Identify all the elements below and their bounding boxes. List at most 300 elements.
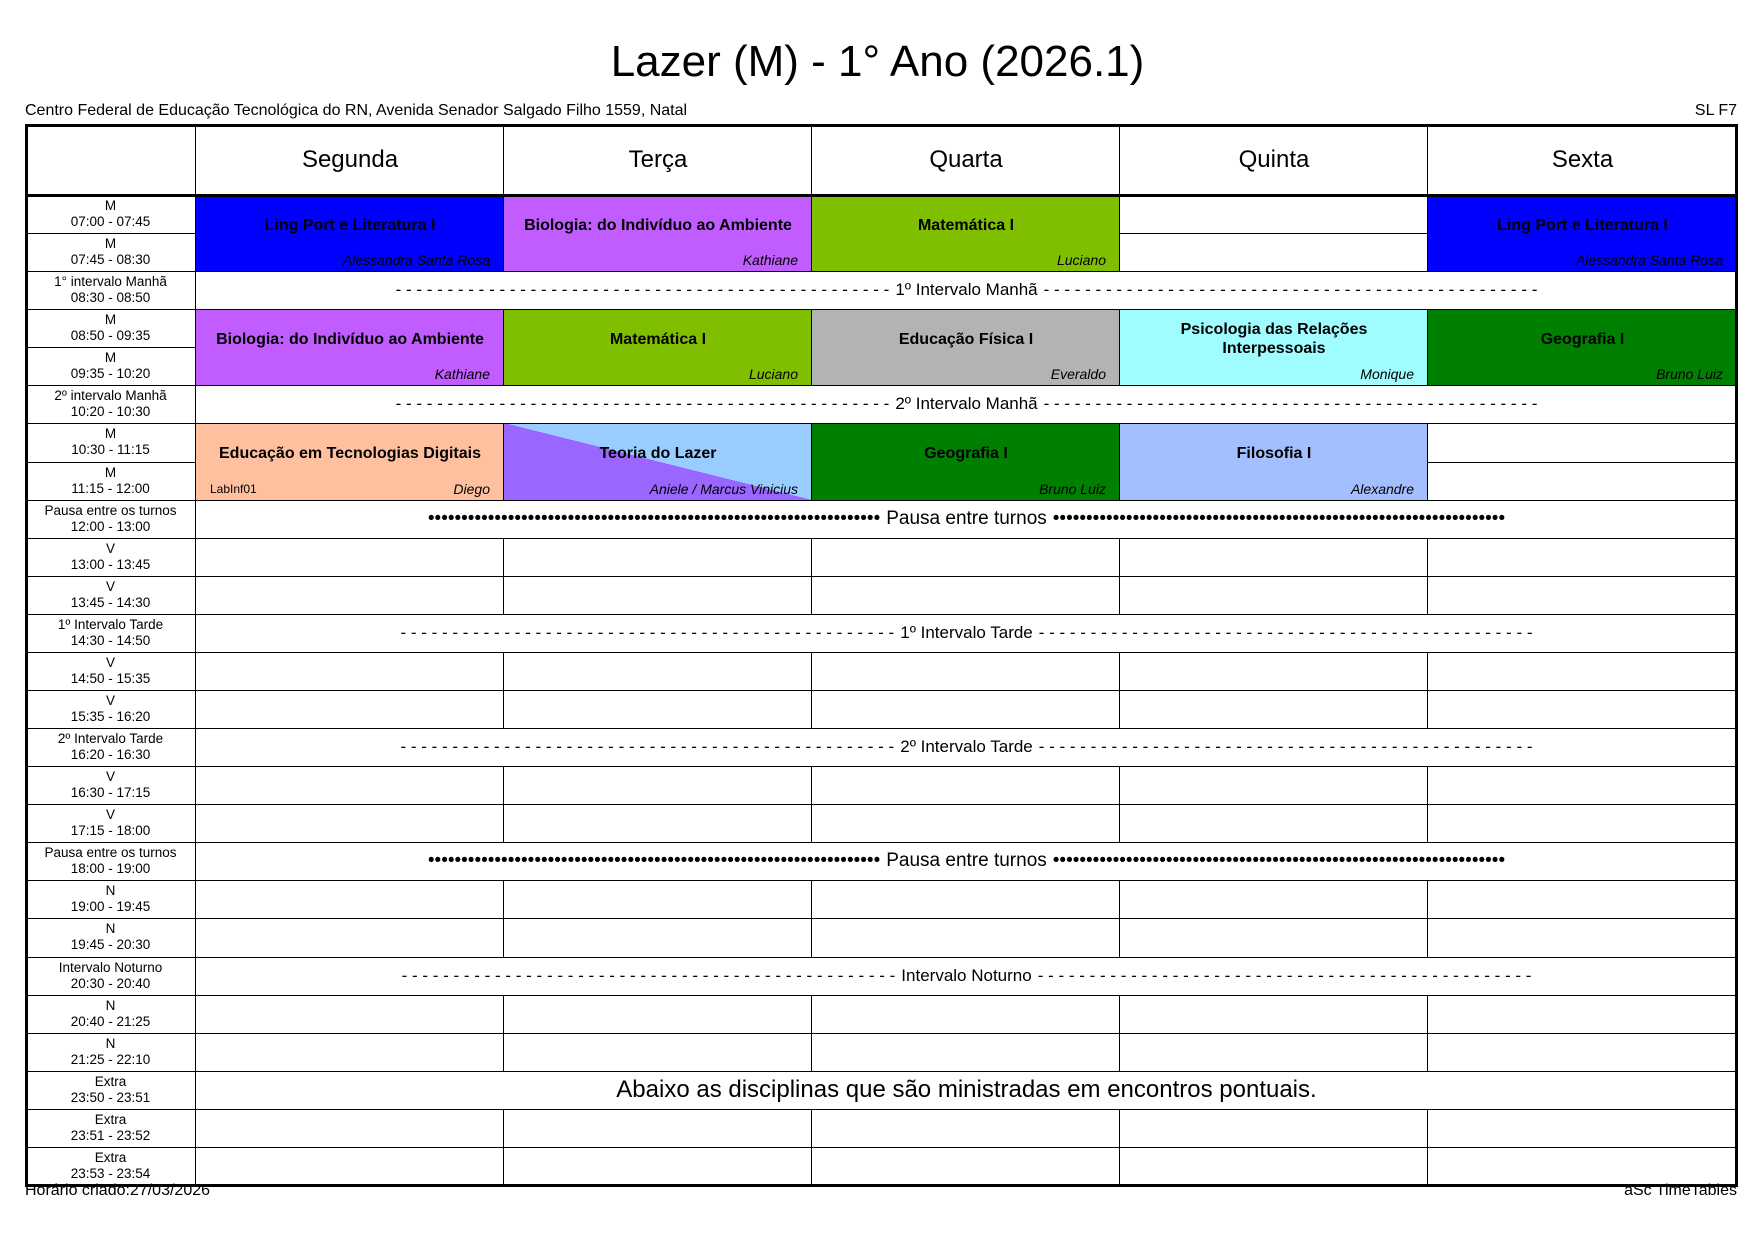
period-time: 10:30 - 11:15: [71, 442, 150, 458]
grid-line: [812, 1071, 1120, 1072]
grid-line: [1120, 957, 1428, 958]
grid-line: [25, 842, 196, 843]
grid-line: [504, 957, 812, 958]
grid-line: [503, 690, 504, 728]
grid-line: [196, 728, 504, 729]
grid-line: [811, 690, 812, 728]
created-date: Horário criado:27/03/2026: [25, 1182, 211, 1199]
grid-line: [811, 309, 812, 347]
grid-line: [1119, 309, 1120, 347]
period-time: 12:00 - 13:00: [70, 518, 151, 534]
band-filler-right: ••••••••••••••••••••••••••••••••••••••••••••••••••••••••••••••••••••: [1052, 507, 1506, 529]
period-label: M: [104, 312, 117, 328]
grid-line: [1428, 957, 1737, 958]
grid-line: [1119, 918, 1120, 956]
grid-line: [196, 652, 504, 653]
grid-line: [503, 309, 504, 347]
time-label: [25, 995, 196, 1033]
grid-line: [25, 1184, 1737, 1187]
room-code: SL F7: [1694, 102, 1737, 119]
period-time: 09:35 - 10:20: [70, 366, 151, 382]
grid-line: [1120, 1033, 1428, 1034]
time-label: [25, 309, 196, 347]
grid-line: [503, 124, 504, 195]
grid-line: [1119, 124, 1120, 195]
grid-line: [1119, 423, 1120, 461]
grid-line: [1428, 538, 1737, 539]
grid-line: [812, 766, 1120, 767]
teacher-name: Bruno Luiz: [1039, 480, 1106, 497]
grid-line: [812, 1033, 1120, 1034]
grid-line: [1428, 1033, 1737, 1034]
grid-line: [1119, 880, 1120, 918]
grid-line: [811, 1109, 812, 1147]
period-label: V: [105, 654, 115, 670]
grid-line: [196, 804, 504, 805]
grid-line: [1428, 842, 1737, 843]
subject-name: Geografia I: [1540, 330, 1625, 348]
grid-line: [812, 652, 1120, 653]
grid-line: [1428, 804, 1737, 805]
grid-line: [196, 1071, 504, 1072]
period-time: 23:53 - 23:54: [70, 1165, 151, 1181]
grid-line: [503, 918, 504, 956]
period-time: 08:30 - 08:50: [70, 290, 151, 306]
grid-line: [811, 918, 812, 956]
period-time: 07:45 - 08:30: [70, 252, 151, 268]
grid-line: [196, 690, 504, 691]
grid-line: [811, 995, 812, 1033]
page-title: Lazer (M) - 1° Ano (2026.1): [610, 37, 1145, 86]
teacher-name: Alexandre: [1350, 480, 1414, 497]
grid-line: [25, 462, 196, 463]
grid-line: [504, 1109, 812, 1110]
grid-line: [1119, 995, 1120, 1033]
band-label: Intervalo Noturno: [901, 965, 1032, 985]
teacher-name: Monique: [1360, 366, 1414, 383]
period-label: Intervalo Noturno: [58, 959, 163, 975]
grid-line: [503, 576, 504, 614]
subject-name: Ling Port e Literatura I: [1497, 216, 1668, 234]
lesson-cell[interactable]: [1120, 423, 1428, 499]
grid-line: [1120, 918, 1428, 919]
period-label: Pausa entre os turnos: [44, 845, 177, 861]
teacher-name: Luciano: [1056, 252, 1106, 269]
time-label: [25, 918, 196, 956]
grid-line: [1120, 995, 1428, 996]
grid-line: [1428, 576, 1737, 577]
grid-line: [811, 462, 812, 500]
day-header: Quinta: [1238, 145, 1310, 173]
interval-band: [196, 385, 1737, 423]
grid-line: [811, 124, 812, 195]
interval-band: [196, 614, 1737, 652]
grid-line: [812, 804, 1120, 805]
grid-line: [196, 1033, 504, 1034]
period-label: 2º intervalo Manhã: [54, 388, 167, 404]
grid-line: [504, 576, 812, 577]
grid-line: [812, 957, 1120, 958]
band-filler-left: - - - - - - - - - - - - - - - - - - - - - - - - - - - - - - - - - - - - - - - - - - - - - - - -: [400, 622, 895, 642]
period-time: 21:25 - 22:10: [70, 1051, 151, 1067]
day-header: Terça: [628, 145, 688, 173]
grid-line: [503, 538, 504, 576]
period-label: M: [104, 426, 117, 442]
grid-line: [1427, 309, 1428, 347]
lesson-cell[interactable]: [196, 309, 504, 385]
period-label: Pausa entre os turnos: [44, 502, 177, 518]
grid-line: [812, 309, 1120, 310]
grid-line: [812, 614, 1120, 615]
grid-line: [25, 423, 196, 424]
grid-line: [812, 1109, 1120, 1110]
subject-name: Matemática I: [917, 216, 1015, 234]
grid-line: [1120, 690, 1428, 691]
grid-line: [1428, 1147, 1737, 1148]
subject-name: Biologia: do Indivíduo ao Ambiente: [524, 216, 792, 234]
time-label: [25, 690, 196, 728]
grid-line: [811, 880, 812, 918]
grid-line: [25, 385, 196, 386]
grid-line: [812, 271, 1120, 272]
grid-line: [1428, 462, 1737, 463]
grid-line: [1427, 766, 1428, 804]
period-label: V: [105, 807, 115, 823]
teacher-name: Alessandra Santa Rosa: [342, 252, 490, 269]
period-label: N: [105, 997, 116, 1013]
grid-line: [503, 1109, 504, 1147]
time-label: [25, 271, 196, 309]
grid-line: [25, 1033, 196, 1034]
lesson-cell[interactable]: [1428, 309, 1737, 385]
grid-line: [25, 690, 196, 691]
grid-line: [1428, 766, 1737, 767]
grid-line: [812, 576, 1120, 577]
band-label: 2º Intervalo Tarde: [900, 737, 1033, 757]
period-label: 1º Intervalo Tarde: [57, 616, 164, 632]
day-header: Quarta: [929, 145, 1003, 173]
grid-line: [1120, 880, 1428, 881]
grid-line: [1120, 233, 1428, 234]
period-label: V: [105, 540, 115, 556]
grid-line: [1120, 652, 1428, 653]
grid-line: [503, 423, 504, 461]
grid-line: [196, 423, 504, 424]
grid-line: [1428, 995, 1737, 996]
lesson-cell[interactable]: [504, 195, 812, 271]
time-label: [25, 347, 196, 385]
grid-line: [503, 766, 504, 804]
time-label: [25, 576, 196, 614]
interval-band: [196, 957, 1737, 995]
time-label: [25, 1109, 196, 1147]
period-label: N: [105, 921, 116, 937]
grid-line: [503, 195, 504, 233]
grid-line: [504, 500, 812, 501]
grid-line: [504, 385, 812, 386]
band-filler-right: - - - - - - - - - - - - - - - - - - - - - - - - - - - - - - - - - - - - - - - - - - - - - - - -: [1038, 622, 1533, 642]
grid-line: [503, 1033, 504, 1071]
teacher-name: Bruno Luiz: [1656, 366, 1723, 383]
period-time: 19:00 - 19:45: [70, 899, 151, 915]
grid-line: [1119, 233, 1120, 271]
grid-line: [1428, 918, 1737, 919]
grid-line: [195, 124, 196, 1185]
teacher-name: Kathiane: [742, 252, 798, 269]
grid-line: [811, 804, 812, 842]
grid-line: [196, 309, 504, 310]
grid-line: [1119, 766, 1120, 804]
time-label: [25, 462, 196, 500]
lesson-cell[interactable]: [504, 423, 812, 499]
grid-line: [1427, 195, 1428, 233]
grid-line: [1427, 652, 1428, 690]
grid-line: [25, 194, 1737, 197]
grid-line: [812, 728, 1120, 729]
grid-line: [25, 500, 196, 501]
grid-line: [504, 880, 812, 881]
band-label: Pausa entre turnos: [886, 850, 1047, 872]
grid-line: [25, 538, 196, 539]
time-label: [25, 1033, 196, 1071]
grid-line: [25, 309, 196, 310]
grid-line: [1120, 576, 1428, 577]
period-time: 16:30 - 17:15: [70, 785, 151, 801]
grid-line: [1427, 462, 1428, 500]
lesson-cell[interactable]: [812, 195, 1120, 271]
period-time: 20:30 - 20:40: [70, 975, 151, 991]
subject-name: Educação em Tecnologias Digitais: [219, 445, 481, 463]
subject-name: Educação Física I: [898, 330, 1034, 348]
grid-line: [1119, 652, 1120, 690]
band-label: 2º Intervalo Manhã: [895, 394, 1038, 414]
grid-line: [504, 614, 812, 615]
grid-line: [1427, 1109, 1428, 1147]
grid-line: [1428, 690, 1737, 691]
grid-line: [811, 195, 812, 233]
band-filler-right: - - - - - - - - - - - - - - - - - - - - - - - - - - - - - - - - - - - - - - - - - - - - - - - -: [1037, 965, 1532, 985]
period-label: Extra: [94, 1111, 127, 1127]
grid-line: [1427, 124, 1428, 195]
grid-line: [1427, 538, 1428, 576]
period-label: 1° intervalo Manhã: [54, 274, 167, 290]
grid-line: [811, 423, 812, 461]
grid-line: [812, 842, 1120, 843]
band-filler-right: - - - - - - - - - - - - - - - - - - - - - - - - - - - - - - - - - - - - - - - - - - - - - - - -: [1038, 737, 1533, 757]
grid-line: [25, 233, 196, 234]
day-header: Sexta: [1551, 145, 1614, 173]
grid-line: [1427, 1147, 1428, 1185]
grid-line: [504, 538, 812, 539]
period-label: M: [104, 464, 117, 480]
grid-line: [1428, 728, 1737, 729]
lesson-cell[interactable]: [504, 309, 812, 385]
grid-line: [25, 880, 196, 881]
grid-line: [196, 918, 504, 919]
time-label: [25, 957, 196, 995]
grid-line: [504, 423, 812, 424]
grid-line: [503, 652, 504, 690]
subject-name: Biologia: do Indivíduo ao Ambiente: [216, 330, 484, 348]
lesson-cell[interactable]: [812, 423, 1120, 499]
period-label: N: [105, 883, 116, 899]
lesson-room: LabInf01: [210, 481, 257, 496]
subject-name: Ling Port e Literatura I: [264, 216, 436, 234]
period-time: 16:20 - 16:30: [70, 747, 151, 763]
grid-line: [1120, 423, 1428, 424]
lesson-cell[interactable]: [1428, 195, 1737, 271]
period-label: 2º Intervalo Tarde: [57, 731, 164, 747]
period-label: V: [105, 693, 115, 709]
grid-line: [25, 766, 196, 767]
period-time: 20:40 - 21:25: [70, 1013, 151, 1029]
grid-line: [1119, 462, 1120, 500]
grid-line: [504, 918, 812, 919]
grid-line: [1428, 1109, 1737, 1110]
grid-line: [1427, 995, 1428, 1033]
grid-line: [504, 690, 812, 691]
time-label: [25, 766, 196, 804]
grid-line: [1428, 1071, 1737, 1072]
grid-line: [25, 576, 196, 577]
institution-address: Centro Federal de Educação Tecnológica do RN, Avenida Senador Salgado Filho 1559, Natal: [25, 102, 688, 119]
teacher-name: Diego: [453, 480, 490, 497]
grid-line: [812, 500, 1120, 501]
grid-line: [812, 918, 1120, 919]
grid-line: [1120, 538, 1428, 539]
grid-line: [1427, 880, 1428, 918]
grid-line: [1120, 500, 1428, 501]
time-label: [25, 842, 196, 880]
grid-line: [504, 1033, 812, 1034]
grid-line: [25, 995, 196, 996]
grid-line: [504, 804, 812, 805]
grid-line: [1428, 423, 1737, 424]
grid-line: [504, 309, 812, 310]
grid-line: [196, 957, 504, 958]
grid-line: [1120, 728, 1428, 729]
grid-line: [196, 1109, 504, 1110]
grid-line: [25, 804, 196, 805]
grid-line: [504, 1071, 812, 1072]
grid-line: [1428, 309, 1737, 310]
period-time: 23:51 - 23:52: [70, 1127, 151, 1143]
grid-line: [1427, 804, 1428, 842]
grid-line: [1120, 271, 1428, 272]
grid-line: [196, 576, 504, 577]
period-time: 18:00 - 19:00: [70, 861, 151, 877]
grid-line: [1119, 538, 1120, 576]
grid-line: [196, 995, 504, 996]
grid-line: [503, 1147, 504, 1185]
encounters-note: Abaixo as disciplinas que são ministradas em encontros pontuais.: [616, 1075, 1317, 1103]
grid-line: [196, 880, 504, 881]
grid-line: [25, 1071, 196, 1072]
grid-line: [811, 1147, 812, 1185]
lesson-cell[interactable]: [812, 309, 1120, 385]
lesson-cell[interactable]: [196, 423, 504, 499]
lesson-cell[interactable]: [196, 195, 504, 271]
grid-line: [196, 1147, 504, 1148]
period-label: V: [105, 769, 115, 785]
time-label: [25, 652, 196, 690]
time-label: [25, 880, 196, 918]
grid-line: [504, 842, 812, 843]
grid-line: [1735, 124, 1738, 1187]
period-time: 19:45 - 20:30: [70, 937, 151, 953]
grid-line: [1120, 842, 1428, 843]
period-time: 10:20 - 10:30: [70, 404, 151, 420]
period-label: M: [104, 198, 117, 214]
period-time: 14:50 - 15:35: [70, 670, 151, 686]
grid-line: [503, 462, 504, 500]
grid-line: [1120, 614, 1428, 615]
grid-line: [1427, 423, 1428, 461]
period-label: M: [104, 350, 117, 366]
grid-line: [503, 880, 504, 918]
grid-line: [503, 347, 504, 385]
band-filler-left: ••••••••••••••••••••••••••••••••••••••••••••••••••••••••••••••••••••: [427, 507, 881, 529]
grid-line: [812, 423, 1120, 424]
grid-line: [1120, 1109, 1428, 1110]
grid-line: [504, 271, 812, 272]
period-time: 07:00 - 07:45: [70, 214, 151, 230]
grid-line: [811, 538, 812, 576]
grid-line: [25, 918, 196, 919]
time-label: [25, 500, 196, 538]
time-label: [25, 423, 196, 461]
grid-line: [504, 728, 812, 729]
grid-line: [1120, 1071, 1428, 1072]
subject-name: Matemática I: [609, 330, 707, 348]
grid-line: [1427, 576, 1428, 614]
grid-line: [25, 271, 196, 272]
band-filler-left: - - - - - - - - - - - - - - - - - - - - - - - - - - - - - - - - - - - - - - - - - - - - - - - -: [395, 394, 890, 414]
grid-line: [1428, 500, 1737, 501]
period-label: Extra: [94, 1073, 127, 1089]
period-time: 08:50 - 09:35: [70, 328, 151, 344]
time-label: [25, 614, 196, 652]
grid-line: [1428, 385, 1737, 386]
grid-line: [503, 804, 504, 842]
teacher-name: Kathiane: [434, 366, 490, 383]
grid-line: [196, 842, 504, 843]
grid-line: [196, 538, 504, 539]
band-filler-left: ••••••••••••••••••••••••••••••••••••••••••••••••••••••••••••••••••••: [427, 850, 881, 872]
band-filler-right: ••••••••••••••••••••••••••••••••••••••••••••••••••••••••••••••••••••: [1052, 850, 1506, 872]
interval-band: [196, 500, 1737, 538]
grid-line: [196, 766, 504, 767]
grid-line: [1428, 880, 1737, 881]
band-filler-left: - - - - - - - - - - - - - - - - - - - - - - - - - - - - - - - - - - - - - - - - - - - - - - - -: [395, 280, 890, 300]
grid-line: [811, 233, 812, 271]
grid-line: [25, 1109, 196, 1110]
grid-line: [812, 538, 1120, 539]
subject-name: Teoria do Lazer: [599, 445, 717, 463]
grid-line: [1119, 576, 1120, 614]
grid-line: [812, 385, 1120, 386]
grid-line: [25, 124, 28, 1187]
brand-label: aSc TimeTables: [1624, 1182, 1737, 1199]
band-label: 1º Intervalo Tarde: [900, 622, 1033, 642]
grid-line: [1427, 347, 1428, 385]
grid-line: [811, 347, 812, 385]
band-label: 1º Intervalo Manhã: [895, 280, 1038, 300]
grid-line: [504, 1147, 812, 1148]
time-label: [25, 233, 196, 271]
lesson-cell[interactable]: [1120, 309, 1428, 385]
period-label: Extra: [94, 1149, 127, 1165]
